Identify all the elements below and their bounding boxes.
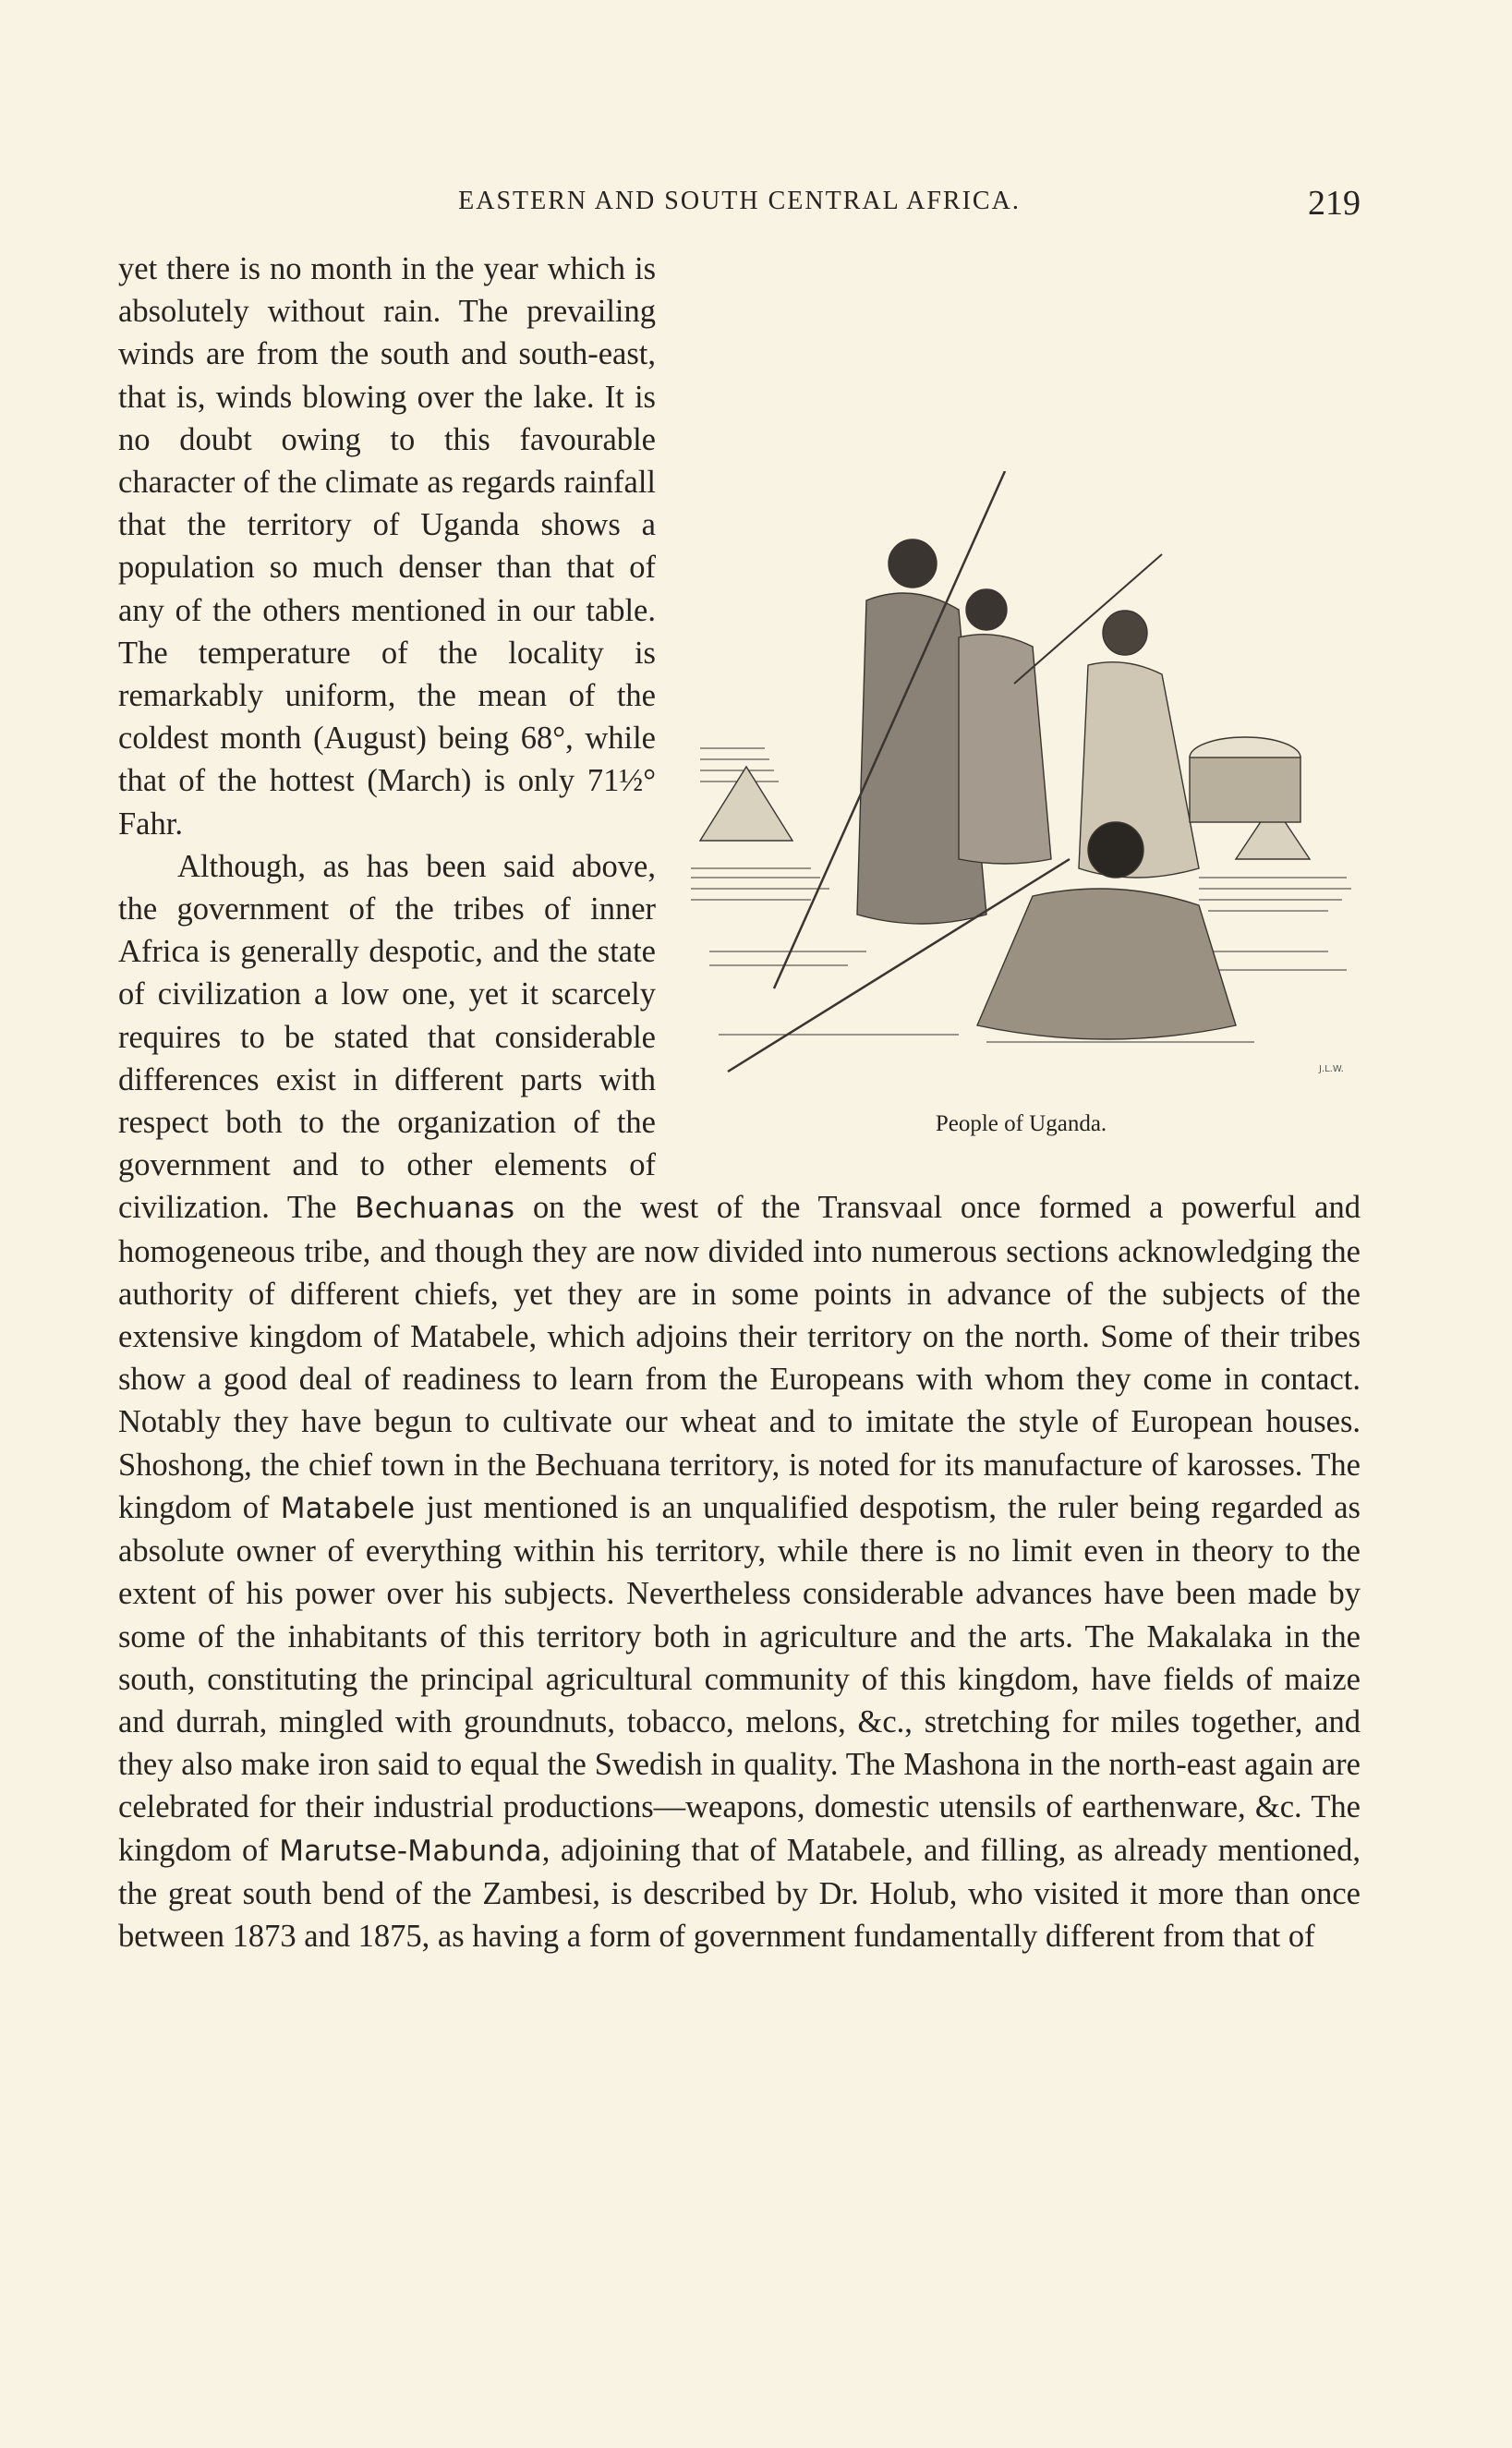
term-marutse-mabunda: Marutse-Mabunda [279, 1834, 542, 1868]
body-text [118, 248, 1361, 1957]
term-bechuanas: Bechuanas [355, 1192, 515, 1226]
running-title: EASTERN AND SOUTH CENTRAL AFRICA. [458, 187, 1021, 215]
paragraph-2-text-b: on the west of the Transvaal once formed a powerful and homogeneous tribe, and though they are now divided into numerous sections acknowledging the authority of different chiefs, yet they are in some points in advance of the subjects of the extensive kingdom of Matabele, which adjoins their territory on the north. Some of their tribes show a good deal of readiness to learn from the Europeans with whom they come in contact. Notably they have begun to cultivate our wheat and to imitate the style of European houses. Shoshong, the chief town in the Bechuana territory, is noted for its manufacture of karosses. The kingdom of [118, 1190, 1361, 1525]
page-header [118, 183, 1361, 229]
svg-text:J.L.W.: J.L.W. [1319, 1064, 1344, 1074]
paragraph-1: yet there is no month in the year which is absolutely without rain. The prevailing winds are from the south and south-east, that is, winds blowing over the lake. It is no doubt owing to this favourable character of the climate as regards rainfall that the territory of Uganda shows a population so much denser than that of any of the others mentioned in our table. The temperature of the locality is remarkably uniform, the mean of the coldest month (August) being 68°, while that of the hottest (March) is only 71½° Fahr. [118, 251, 656, 842]
term-matabele: Matabele [280, 1491, 416, 1525]
figure [682, 248, 1361, 1153]
paragraph-2-text-c: just mentioned is an unqualified despotism, the ruler being regarded as absolute owner of everything within his territory, while there is no limit even in theory to the extent of his power over his subjects. Nevertheless considerable advances have been made by some of the inhabitants of this territory both in agriculture and the arts. The Makalaka in the south, constituting the principal agricultural community of this kingdom, have fields of maize and durrah, mingled with groundnuts, tobacco, melons, &c., stretching for miles together, and they also make iron said to equal the Swedish in quality. The Mashona in the north-east again are celebrated for their industrial productions—weapons, domestic utensils of earthenware, &c. The kingdom of [118, 1489, 1361, 1868]
hut-left [700, 767, 792, 841]
engraving-people-of-uganda [682, 471, 1361, 1081]
page-number: 219 [1308, 184, 1361, 223]
figure-caption: People of Uganda. [935, 1111, 1107, 1136]
paragraph-2-text-d: , adjoining that of Matabele, and filling, as already mentioned, the great south bend of the Zambesi, is described by Dr. Holub, who visited it more than once between 1873 and 1875, as having a form of government fundamentally different from that of [118, 1832, 1361, 1954]
paragraph-2-text-a: Although, as has been said above, the government of the tribes of inner Africa is generally despotic, and the state of civilization a low one, yet it scarcely requires to be stated that considerable differences exist in different parts with respect both to the organization of the government and to other elements of civilization. The [118, 848, 656, 1226]
